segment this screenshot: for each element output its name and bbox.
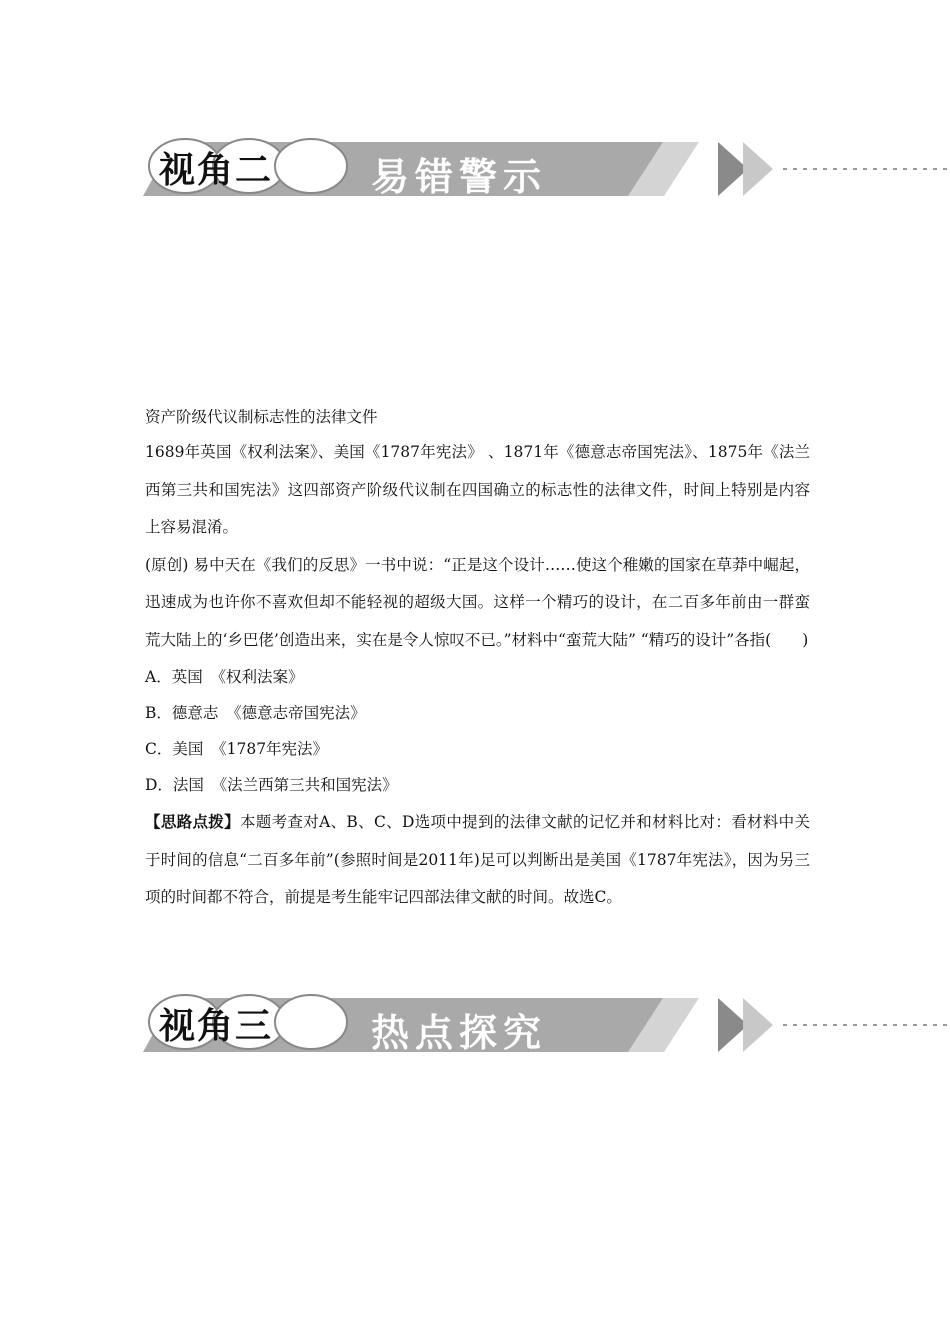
subheading: 资产阶级代议制标志性的法律文件: [145, 408, 378, 426]
analysis-label: 【思路点拨】: [145, 812, 240, 831]
main-content: [145, 400, 810, 917]
section-banner-2: [143, 136, 950, 202]
analysis-paragraph: [145, 803, 810, 917]
analysis-text: 本题考查对A、B、C、D选项中提到的法律文献的记忆并和材料比对：看材料中关于时间的信息“二百多年前”(参照时间是2011年)足可以判断出是美国《1787年宪法》，因为另三项的时间都不符合，前提是考生能牢记四部法律文献的时间。故选C。: [145, 813, 810, 906]
option-c: C．美国 《1787年宪法》: [145, 740, 329, 758]
intro-paragraph: 1689年英国《权利法案》、美国《1787年宪法》 、1871年《德意志帝国宪法》、1875年《法兰西第三共和国宪法》这四部资产阶级代议制在四国确立的标志性的法律文件，时间上特别是内容上容易混淆。: [145, 443, 810, 536]
question-stem: (原创) 易中天在《我们的反思》一书中说：“正是这个设计……使这个稚嫩的国家在草莽中崛起，迅速成为也许你不喜欢但却不能轻视的超级大国。这样一个精巧的设计，在二百多年前由一群蛮荒大陆上的‘乡巴佬’创造出来，实在是令人惊叹不已。”材料中“蛮荒大陆” “精巧的设计”各指( ): [145, 555, 810, 649]
banner-title: 易错警示: [371, 155, 548, 199]
option-a: A．英国 《权利法案》: [145, 668, 304, 686]
section-banner-3: [143, 992, 950, 1058]
banner-label: 视角二: [159, 150, 274, 191]
banner-title: 热点探究: [371, 1011, 548, 1055]
option-b: B．德意志 《德意志帝国宪法》: [145, 704, 366, 722]
option-d: D．法国 《法兰西第三共和国宪法》: [145, 776, 398, 794]
banner-label: 视角三: [159, 1006, 274, 1047]
